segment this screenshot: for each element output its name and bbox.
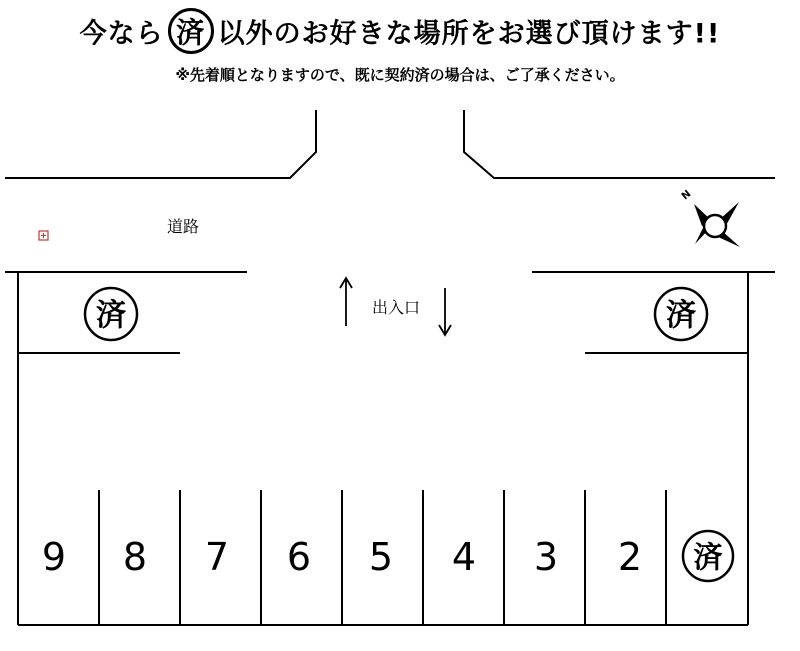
taken-marker-space-1: [683, 531, 733, 581]
compass-icon: [680, 188, 740, 247]
notice-text: ※先着順となりますので、既に契約済の場合は、ご了承ください。: [175, 66, 625, 84]
headline-taken-mark: 済: [168, 8, 214, 54]
road-label: 道路: [166, 217, 200, 236]
entrance-in-arrow-icon: [340, 278, 352, 326]
road-upper-edge-right: [464, 110, 775, 178]
space-number-5: 5: [368, 535, 394, 579]
space-number-7: 7: [204, 535, 230, 579]
taken-label: 済: [693, 540, 723, 574]
headline-before: 今なら: [79, 18, 164, 50]
taken-label: 済: [96, 298, 126, 333]
taken-marker-top-left: [85, 288, 137, 340]
space-number-3: 3: [533, 535, 559, 579]
entrance-label: 出入口: [371, 298, 421, 317]
space-number-8: 8: [122, 535, 148, 579]
space-number-9: 9: [41, 535, 67, 579]
taken-label: 済: [666, 298, 696, 333]
headline-after: 以外のお好きな場所をお選び頂けます!!: [217, 18, 721, 50]
space-number-2: 2: [617, 535, 643, 579]
space-number-4: 4: [451, 535, 477, 579]
small-marker-icon: [39, 231, 48, 240]
entrance-out-arrow-icon: [439, 288, 451, 335]
taken-marker-top-right: [655, 288, 707, 340]
compass-north-letter: N: [679, 188, 694, 203]
road-upper-edge-left: [5, 110, 316, 178]
space-number-6: 6: [286, 535, 312, 579]
